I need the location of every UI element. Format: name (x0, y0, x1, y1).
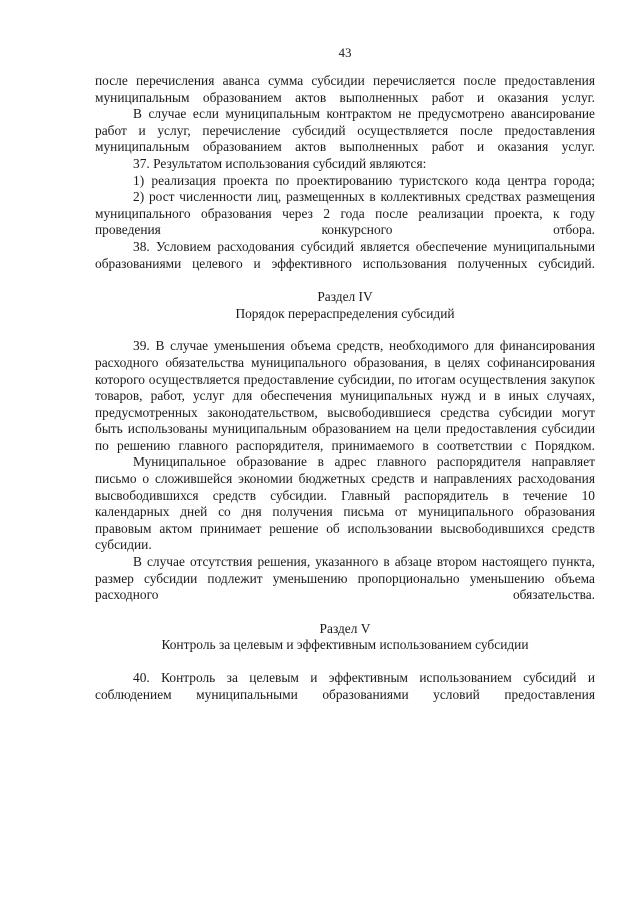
section-4-title: Порядок перераспределения субсидий (235, 305, 455, 321)
paragraph-39: 39. В случае уменьшения объема средств, необходимого для финансирования расходного обязательства муниципального образования, в целях софинансирования которого осуществляется предоставление субсидии, по итогам осуществления закупок товаров, работ, услуг для обеспечения муниципальных нужд и в иных случаях, предусмотренных законодательством, высвободившиеся средства субсидии могут быть использованы муниципальным образованием на цели предоставления субсидии по решению главного распорядителя, принимаемого в соответствии с Порядком. (95, 338, 595, 453)
spacer (95, 272, 595, 289)
paragraph-39-letter: Муниципальное образование в адрес главного распорядителя направляет письмо о сложившейся экономии бюджетных средств и направлениях расходования высвободившихся средств субсидии. Главный распорядитель в течение 10 календарных дней со дня получения письма от муниципального образования правовым актом принимает решение об использовании высвободившихся средств субсидии. (95, 454, 595, 553)
section-4-label: Раздел IV (317, 289, 373, 305)
spacer (95, 604, 595, 621)
spacer (95, 322, 595, 338)
section-5-title: Контроль за целевым и эффективным использованием субсидии (161, 637, 529, 653)
paragraph-37-item-2: 2) рост численности лиц, размещенных в коллективных средствах размещения муниципального образования через 2 года после реализации проекта, к году проведения конкурсного отбора. (95, 189, 595, 238)
paragraph-40: 40. Контроль за целевым и эффективным использованием субсидий и соблюдением муниципальными образованиями условий предоставления (95, 670, 595, 702)
paragraph-37-item-1: 1) реализация проекта по проектированию туристского кода центра города; (133, 172, 595, 188)
document-body (95, 73, 595, 703)
section-5-label: Раздел V (319, 620, 371, 636)
paragraph-38: 38. Условием расходования субсидий является обеспечение муниципальными образованиями целевого и эффективного использования полученных субсидий. (95, 238, 595, 271)
paragraph-37: 37. Результатом использования субсидий являются: (133, 155, 427, 171)
page-number: 43 (338, 45, 352, 60)
paragraph-advance-continuation: после перечисления аванса сумма субсидии перечисляется после предоставления муниципальным образованием актов выполненных работ и оказания услуг. (95, 73, 595, 105)
paragraph-no-advance: В случае если муниципальным контрактом не предусмотрено авансирование работ и услуг, перечисление субсидий осуществляется после предоставления муниципальным образованием актов выполненных работ и оказания услуг. (95, 106, 595, 155)
paragraph-39-no-decision: В случае отсутствия решения, указанного в абзаце втором настоящего пункта, размер субсидии подлежит уменьшению пропорционально уменьшению объема расходного обязательства. (95, 554, 595, 603)
spacer (95, 654, 595, 670)
